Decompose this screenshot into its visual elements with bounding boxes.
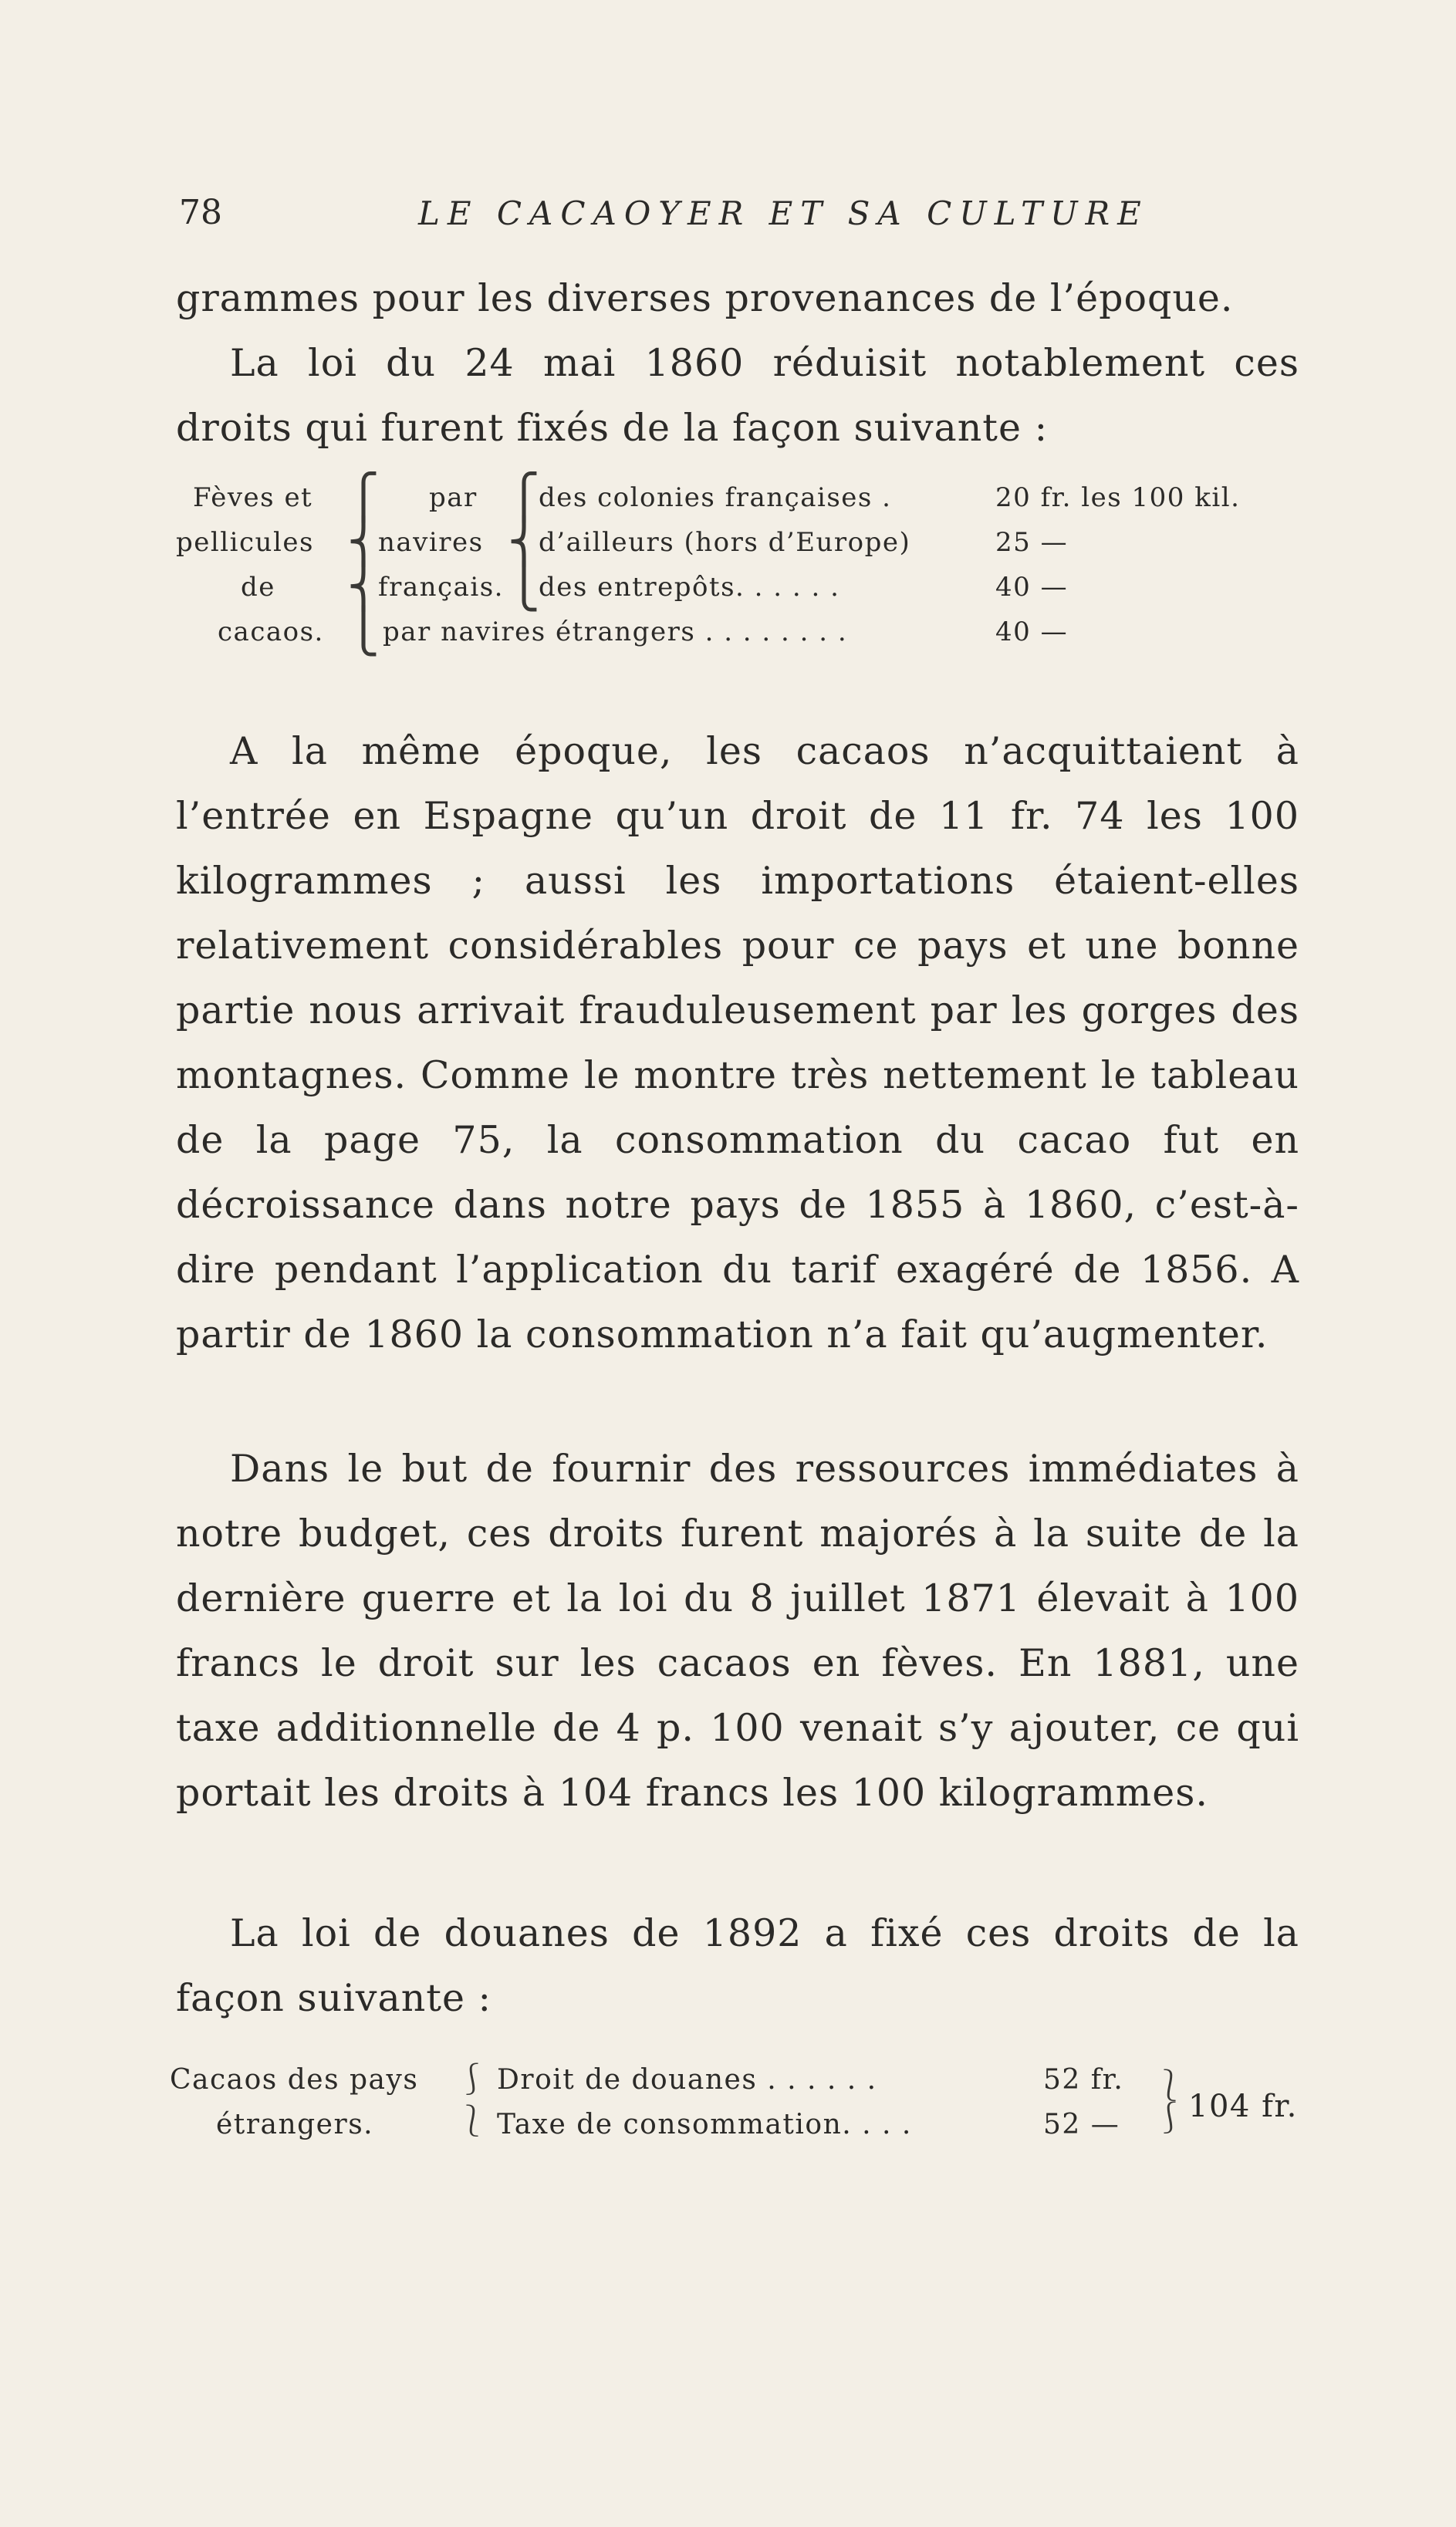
paragraph-espagne: A la même époque, les cacaos n’acquittaient à l’entrée en Espagne qu’un droit de 11 fr. 74 les 100 kilogrammes ; aussi les importations étaient-elles relativement considérables pour ce pays et une bonne partie nous arrivait frauduleusement par les gorges des montagnes. Comme le montre très nettement le tableau de la page 75, la consommation du cacao fut en décroissance dans notre pays de 1855 à 1860, c’est-à-dire pendant l’application du tarif exagéré de 1856. A partir de 1860 la consommation n’a fait qu’augmenter. (176, 729, 1299, 1356)
table-left-label: de (241, 572, 275, 603)
brace-left: ⎰ (457, 2062, 489, 2097)
brace-left: ⎨ (347, 517, 381, 567)
table-mid-label: navires (378, 527, 484, 558)
paragraph-law-1892: La loi de douanes de 1892 a fixé ces droits de la façon suivante : (176, 1911, 1299, 2020)
table-row-label: Droit de douanes . . . . . . (497, 2064, 877, 2096)
brace-right: ⎱ (1154, 2068, 1187, 2103)
table-row-value: 40 — (995, 572, 1069, 603)
brace-left: ⎩ (347, 606, 381, 657)
table-total: 104 fr. (1188, 2089, 1298, 2124)
table-left-label: étrangers. (216, 2109, 374, 2140)
table-row-label: Taxe de consommation. . . . (497, 2109, 912, 2140)
tariff-table-1892 (170, 2064, 1312, 2164)
paragraph-law-1860: La loi du 24 mai 1860 réduisit notablement ces droits qui furent fixés de la façon suivante : (176, 341, 1299, 450)
table-row-value: 52 fr. (1043, 2064, 1124, 2096)
table-row-value: 40 — (995, 617, 1069, 647)
brace-mid: ⎨ (508, 517, 542, 567)
table-row-label: d’ailleurs (hors d’Europe) (539, 527, 911, 558)
brace-left: ⎱ (457, 2103, 489, 2139)
table-left-label: Cacaos des pays (170, 2064, 419, 2096)
table-left-label: cacaos. (218, 617, 324, 647)
running-title: LE CACAOYER ET SA CULTURE (418, 194, 1149, 232)
table-row-value: 20 fr. les 100 kil. (995, 482, 1241, 513)
table-mid-label: par (429, 482, 478, 513)
table-row-value: 52 — (1043, 2109, 1120, 2140)
table-row-label: des entrepôts. . . . . . (539, 572, 840, 603)
table-row-value: 25 — (995, 527, 1069, 558)
table-row-label: par navires étrangers . . . . . . . . (383, 617, 848, 647)
brace-right: ⎰ (1154, 2100, 1187, 2136)
brace-left: ⎧ (347, 472, 381, 522)
page-header (179, 193, 1298, 239)
tariff-table-1860 (176, 472, 1302, 667)
table-left-label: Fèves et (193, 482, 313, 513)
table-left-label: pellicules (176, 527, 314, 558)
paragraph-budget: Dans le but de fournir des ressources immédiates à notre budget, ces droits furent majorés à la suite de la dernière guerre et la loi du 8 juillet 1871 élevait à 100 francs le droit sur les cacaos en fèves. En 1881, une taxe additionnelle de 4 p. 100 venait s’y ajouter, ce qui portait les droits à 104 francs les 100 kilogrammes. (176, 1447, 1299, 1815)
table-row-label: des colonies françaises . (539, 482, 892, 513)
brace-mid: ⎩ (508, 562, 542, 612)
paragraph-continuation: grammes pour les diverses provenances de l’époque. (176, 276, 1234, 320)
table-mid-label: français. (378, 572, 504, 603)
brace-mid: ⎧ (508, 472, 542, 522)
brace-left: ⎨ (347, 562, 381, 612)
page-number: 78 (179, 193, 222, 232)
